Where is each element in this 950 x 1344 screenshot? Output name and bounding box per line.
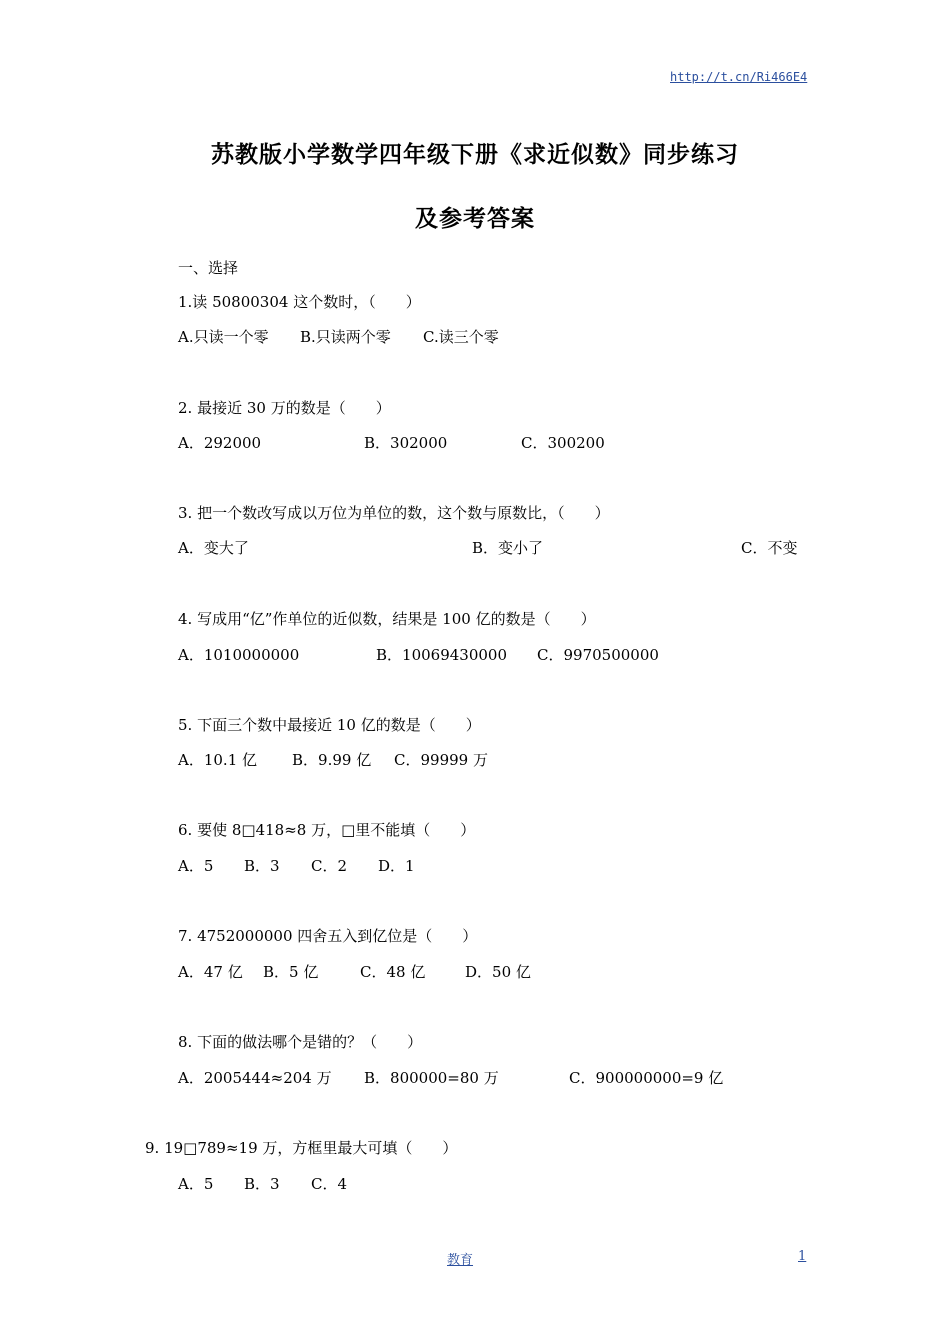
q8-option-c: C．900000000=9 亿: [569, 1069, 724, 1087]
q3-option-a: A．变大了: [178, 539, 249, 557]
q1-option-b: B.只读两个零: [300, 328, 391, 346]
q6-option-a: A．5: [178, 857, 214, 875]
section-heading: 一、选择: [178, 259, 239, 277]
q3-option-c: C．不变: [741, 539, 798, 557]
q3-option-b: B．变小了: [472, 539, 544, 557]
q5-option-c: C．99999 万: [394, 751, 488, 769]
q5-option-a: A．10.1 亿: [178, 751, 257, 769]
question-4: 4. 写成用“亿”作单位的近似数，结果是 100 亿的数是（ ）: [178, 610, 596, 628]
q2-option-b: B．302000: [364, 434, 448, 452]
q9-option-a: A．5: [178, 1175, 214, 1193]
q6-option-c: C．2: [311, 857, 348, 875]
question-3: 3. 把一个数改写成以万位为单位的数，这个数与原数比，（ ）: [178, 504, 610, 522]
page-title-line1: 苏教版小学数学四年级下册《求近似数》同步练习: [211, 141, 739, 168]
q2-option-c: C．300200: [521, 434, 605, 452]
footer-edu-link[interactable]: 教育: [447, 1253, 474, 1268]
question-9: 9. 19□789≈19 万，方框里最大可填（ ）: [145, 1139, 458, 1157]
q1-option-a: A.只读一个零: [178, 328, 269, 346]
q9-option-c: C．4: [311, 1175, 348, 1193]
question-5: 5. 下面三个数中最接近 10 亿的数是（ ）: [178, 716, 481, 734]
q5-option-b: B．9.99 亿: [292, 751, 372, 769]
q6-option-d: D．1: [378, 857, 415, 875]
question-8: 8. 下面的做法哪个是错的？（ ）: [178, 1033, 423, 1051]
question-6: 6. 要使 8□418≈8 万，□里不能填（ ）: [178, 821, 476, 839]
q1-option-c: C.读三个零: [423, 328, 499, 346]
q4-option-b: B．10069430000: [376, 646, 508, 664]
q7-option-d: D．50 亿: [465, 963, 531, 981]
q9-option-b: B．3: [244, 1175, 280, 1193]
q7-option-b: B．5 亿: [263, 963, 319, 981]
question-1: 1.读 50800304 这个数时，（ ）: [178, 293, 421, 311]
page-number: 1: [798, 1249, 807, 1264]
q8-option-a: A．2005444≈204 万: [178, 1069, 332, 1087]
q4-option-c: C．9970500000: [537, 646, 659, 664]
page-title-line2: 及参考答案: [415, 205, 535, 232]
question-7: 7. 4752000000 四舍五入到亿位是（ ）: [178, 927, 478, 945]
q2-option-a: A．292000: [178, 434, 262, 452]
question-2: 2. 最接近 30 万的数是（ ）: [178, 399, 391, 417]
q6-option-b: B．3: [244, 857, 280, 875]
q7-option-c: C．48 亿: [360, 963, 426, 981]
header-url-link[interactable]: http://t.cn/Ri466E4: [670, 70, 808, 84]
q7-option-a: A．47 亿: [178, 963, 243, 981]
q4-option-a: A．1010000000: [178, 646, 300, 664]
q8-option-b: B．800000=80 万: [364, 1069, 499, 1087]
